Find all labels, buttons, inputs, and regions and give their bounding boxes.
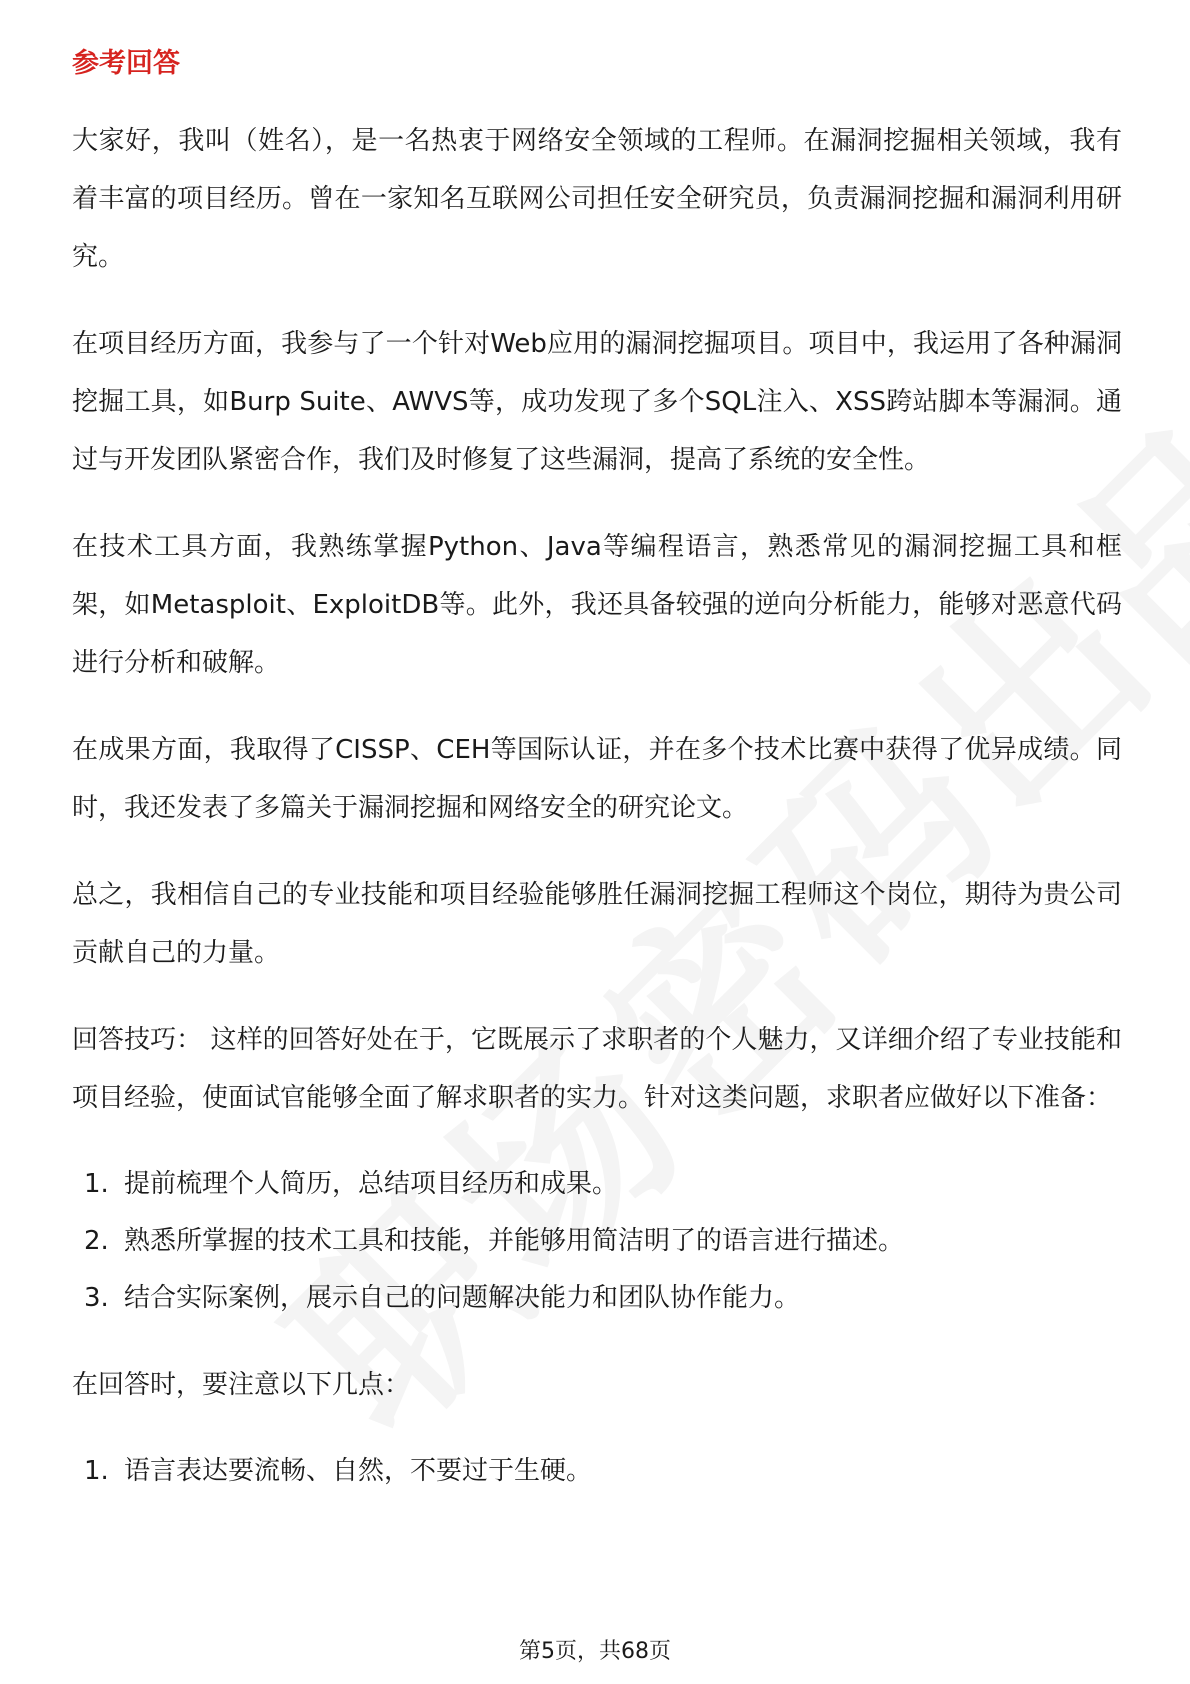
list-item [84,1213,1122,1270]
list-text: 提前梳理个人简历，总结项目经历和成果。 [124,1169,619,1199]
list-number: 1. [84,1169,109,1199]
list-text: 结合实际案例，展示自己的问题解决能力和团队协作能力。 [124,1283,801,1313]
notes-list [72,1443,1122,1500]
list-number: 1. [84,1456,109,1486]
list-item [84,1270,1122,1327]
section-heading: 参考回答 [72,48,180,79]
paragraph-summary: 总之，我相信自己的专业技能和项目经验能够胜任漏洞挖掘工程师这个岗位，期待为贵公司贡献自己的力量。 [72,880,1122,968]
list-item [84,1443,1122,1500]
paragraph-intro: 大家好，我叫（姓名），是一名热衷于网络安全领域的工程师。在漏洞挖掘相关领域，我有着丰富的项目经历。曾在一家知名互联网公司担任安全研究员，负责漏洞挖掘和漏洞利用研究。 [72,126,1122,272]
page-footer: 第5页，共68页 [519,1639,671,1664]
list-text: 熟悉所掌握的技术工具和技能，并能够用简洁明了的语言进行描述。 [124,1226,905,1256]
list-number: 2. [84,1226,109,1256]
paragraph-notes-intro: 在回答时，要注意以下几点： [72,1370,411,1400]
list-text: 语言表达要流畅、自然，不要过于生硬。 [124,1456,593,1486]
paragraph-projects: 在项目经历方面，我参与了一个针对Web应用的漏洞挖掘项目。项目中，我运用了各种漏洞挖掘工具，如Burp Suite、AWVS等，成功发现了多个SQL注入、XSS跨站脚本等漏洞。通过与开发团队紧密合作，我们及时修复了这些漏洞，提高了系统的安全性。 [72,329,1122,475]
paragraph-achievements: 在成果方面，我取得了CISSP、CEH等国际认证，并在多个技术比赛中获得了优异成绩。同时，我还发表了多篇关于漏洞挖掘和网络安全的研究论文。 [72,735,1122,823]
paragraph-tools: 在技术工具方面，我熟练掌握Python、Java等编程语言，熟悉常见的漏洞挖掘工具和框架，如Metasploit、ExploitDB等。此外，我还具备较强的逆向分析能力，能够对恶意代码进行分析和破解。 [72,532,1122,678]
list-item [84,1156,1122,1213]
prep-list [72,1156,1122,1327]
document-body [72,44,1122,1529]
list-number: 3. [84,1283,109,1313]
paragraph-tips: 回答技巧： 这样的回答好处在于，它既展示了求职者的个人魅力，又详细介绍了专业技能和项目经验，使面试官能够全面了解求职者的实力。针对这类问题，求职者应做好以下准备： [72,1025,1122,1113]
